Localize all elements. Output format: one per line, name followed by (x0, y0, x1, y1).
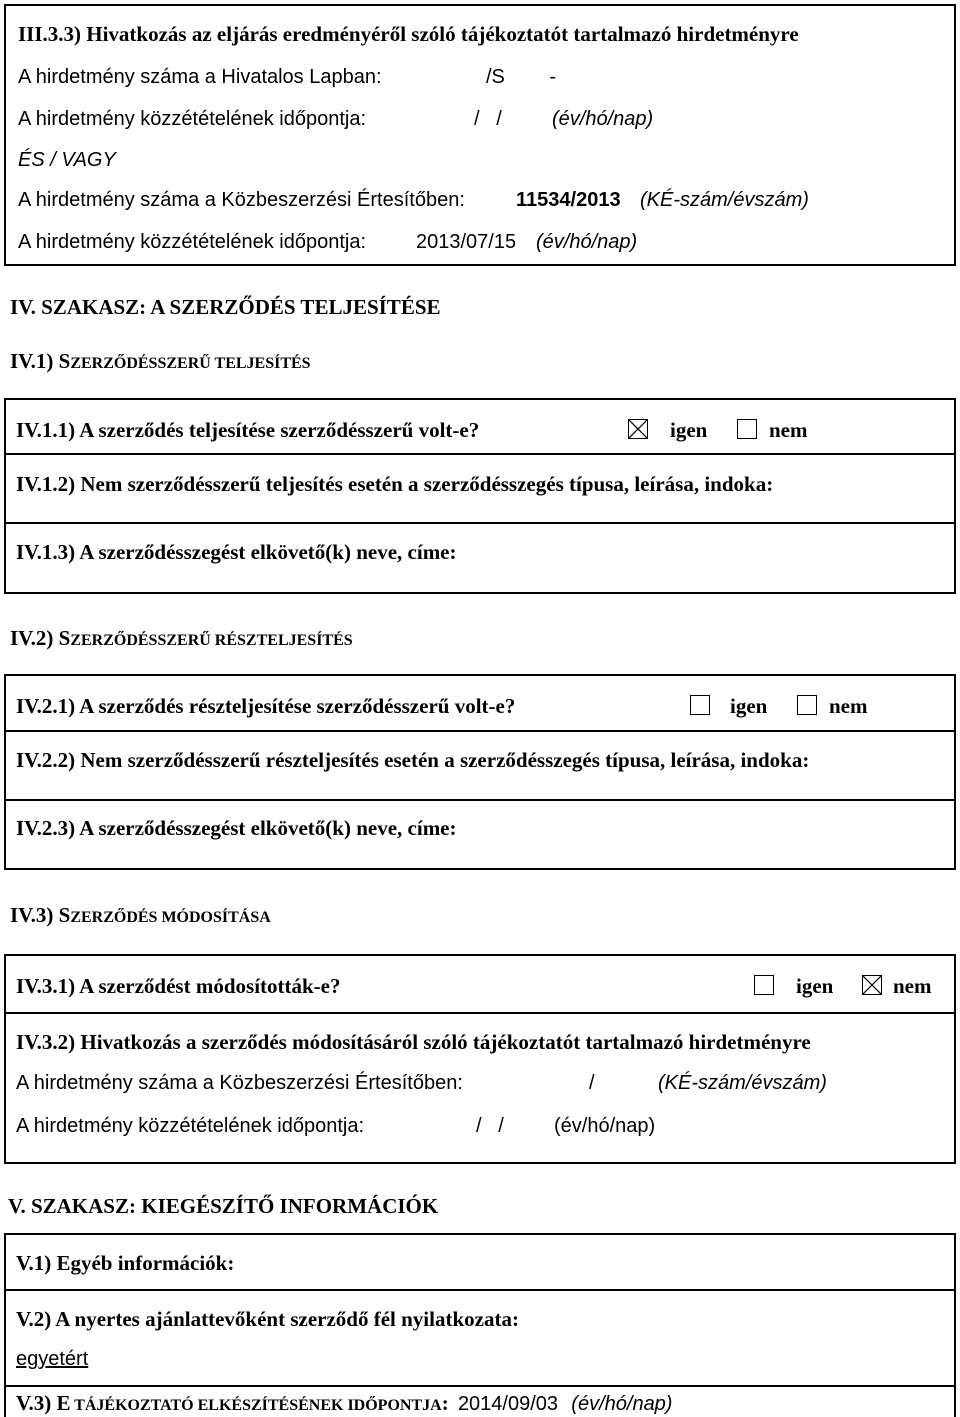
iv-3-first: S (58, 903, 71, 927)
mod-ke-number-label: A hirdetmény száma a Közbeszerzési Értesítőben: (16, 1072, 463, 1094)
q-iv-3-2: IV.3.2) Hivatkozás a szerződés módosításáról szóló tájékoztatót tartalmazó hirdetményre (16, 1030, 811, 1054)
section-iv-3-heading (10, 905, 271, 926)
q-iv-1-1-yes-checkbox[interactable] (628, 419, 648, 439)
ke-number-label: A hirdetmény száma a Közbeszerzési Értesítőben: (18, 189, 465, 211)
iv-2-prefix: IV.2) (10, 626, 59, 650)
checked-x-icon (863, 976, 881, 994)
divider (6, 522, 954, 524)
q-iv-1-1-no-checkbox[interactable] (737, 419, 757, 439)
ke-date-label: A hirdetmény közzétételének időpontja: (18, 231, 366, 253)
iv-1-rest: ZERZŐDÉSSZERŰ TELJESÍTÉS (70, 355, 311, 372)
section-v-box (4, 1233, 956, 1417)
ke-date-hint: (év/hó/nap) (536, 231, 638, 253)
section-iii-3-3-box (4, 4, 956, 266)
ke-date-value: 2013/07/15 (416, 231, 517, 253)
q-iv-1-1-yes-label: igen (670, 418, 708, 442)
oj-date-label: A hirdetmény közzétételének időpontja: (18, 108, 366, 130)
q-iv-1-2: IV.1.2) Nem szerződésszerű teljesítés esetén a szerződésszegés típusa, leírása, indoka: (16, 472, 774, 496)
section-iv-title: IV. SZAKASZ: A SZERZŐDÉS TELJESÍTÉSE (10, 295, 441, 319)
v-3-rest-1: TÁJÉKOZTATÓ (70, 1397, 198, 1414)
v-1-label: V.1) Egyéb információk: (16, 1251, 235, 1275)
section-iv-1-box (4, 398, 956, 594)
oj-date-hint: (év/hó/nap) (552, 108, 654, 130)
divider (6, 1012, 954, 1014)
q-iv-2-1-no-checkbox[interactable] (797, 695, 817, 715)
mod-ke-number-value: / (589, 1072, 595, 1094)
v-3-prefix: V.3) (16, 1391, 57, 1415)
divider (6, 799, 954, 801)
iv-3-rest: ZERZŐDÉS MÓDOSÍTÁSA (70, 909, 271, 926)
divider (6, 1385, 954, 1387)
mod-date-label: A hirdetmény közzétételének időpontja: (16, 1115, 364, 1137)
iv-2-first: S (58, 626, 71, 650)
v-3-colon: : (441, 1391, 449, 1415)
checked-x-icon (629, 420, 647, 438)
section-iv-2-heading (10, 628, 353, 649)
q-iv-3-1-no-checkbox[interactable] (862, 975, 882, 995)
ke-number-hint: (KÉ-szám/évszám) (640, 189, 809, 211)
q-iv-1-1-no-label: nem (769, 418, 808, 442)
v-3-value: 2014/09/03 (457, 1393, 559, 1415)
q-iv-3-1-yes-checkbox[interactable] (754, 975, 774, 995)
q-iv-1-3: IV.1.3) A szerződésszegést elkövető(k) neve, címe: (16, 540, 457, 564)
and-or-text: ÉS / VAGY (18, 149, 116, 171)
oj-number-value: /S - (486, 66, 557, 88)
v-3-rest-2: ELKÉSZÍTÉSÉNEK (197, 1397, 348, 1414)
section-iv-1-heading (10, 351, 311, 372)
iv-1-prefix: IV.1) (10, 349, 59, 373)
mod-ke-number-hint: (KÉ-szám/évszám) (658, 1072, 827, 1094)
q-iv-3-1-yes-label: igen (796, 974, 834, 998)
v-2-label: V.2) A nyertes ajánlattevőként szerződő fél nyilatkozata: (16, 1307, 519, 1331)
q-iv-3-1-no-label: nem (893, 974, 932, 998)
mod-date-hint: (év/hó/nap) (554, 1115, 656, 1137)
iii-3-3-heading: III.3.3) Hivatkozás az eljárás eredményéről szóló tájékoztatót tartalmazó hirdetményre (18, 22, 799, 46)
v-3-rest-3: IDŐPONTJA (347, 1397, 442, 1414)
iv-3-prefix: IV.3) (10, 903, 59, 927)
oj-date-value: / / (474, 108, 502, 130)
q-iv-2-3: IV.2.3) A szerződésszegést elkövető(k) neve, címe: (16, 816, 457, 840)
q-iv-3-1: IV.3.1) A szerződést módosították-e? (16, 974, 341, 998)
divider (6, 1289, 954, 1291)
iv-2-rest: ZERZŐDÉSSZERŰ RÉSZTELJESÍTÉS (70, 632, 353, 649)
ke-number-value: 11534/2013 (516, 189, 621, 211)
divider (6, 730, 954, 732)
q-iv-2-1-yes-label: igen (730, 694, 768, 718)
section-iv-3-box (4, 954, 956, 1164)
divider (6, 453, 954, 455)
oj-number-label: A hirdetmény száma a Hivatalos Lapban: (18, 66, 382, 88)
q-iv-2-1-no-label: nem (829, 694, 868, 718)
v-2-value: egyetért (16, 1348, 89, 1370)
v-3-first: E (56, 1391, 71, 1415)
section-iv-2-box (4, 674, 956, 870)
q-iv-2-1: IV.2.1) A szerződés részteljesítése szerződésszerű volt-e? (16, 694, 516, 718)
v-3-hint: (év/hó/nap) (571, 1393, 673, 1415)
q-iv-2-1-yes-checkbox[interactable] (690, 695, 710, 715)
q-iv-1-1: IV.1.1) A szerződés teljesítése szerződésszerű volt-e? (16, 418, 480, 442)
q-iv-2-2: IV.2.2) Nem szerződésszerű részteljesítés esetén a szerződésszegés típusa, leírása, indoka: (16, 748, 810, 772)
mod-date-value: / / (476, 1115, 504, 1137)
section-v-title: V. SZAKASZ: KIEGÉSZÍTŐ INFORMÁCIÓK (8, 1194, 439, 1218)
v-3-line (16, 1393, 672, 1414)
iv-1-first: S (58, 349, 71, 373)
